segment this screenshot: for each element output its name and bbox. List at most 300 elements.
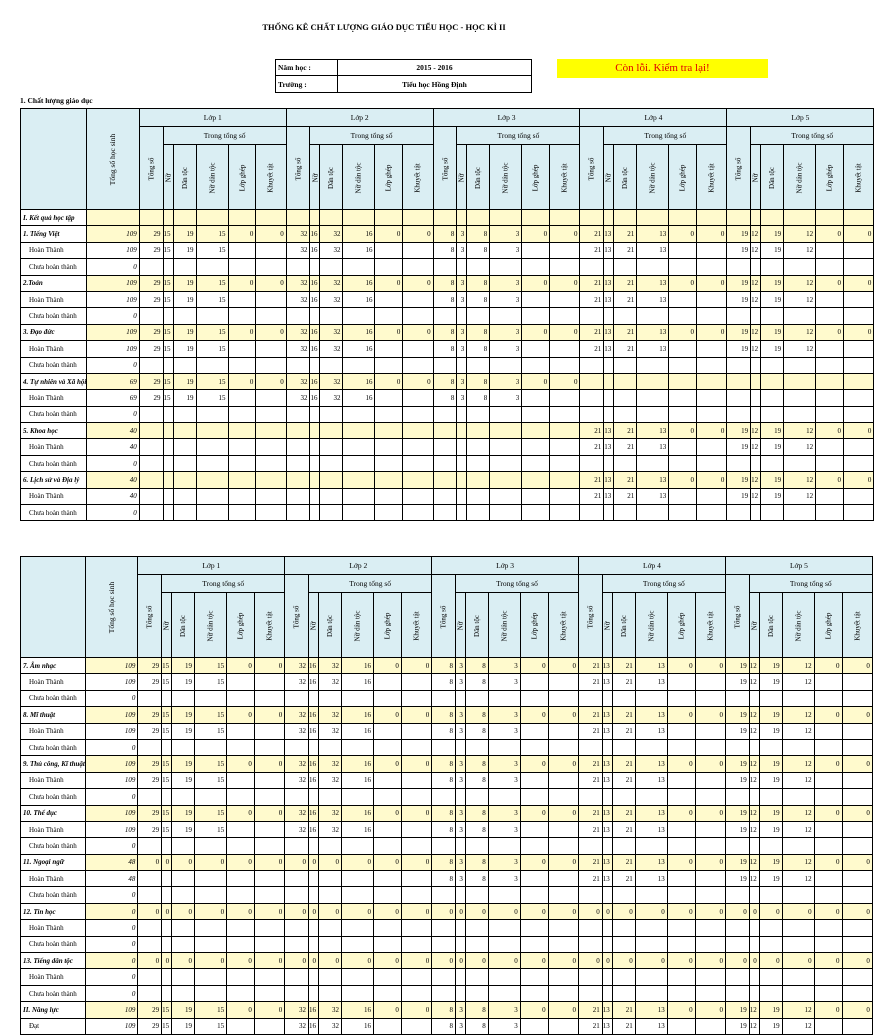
data-cell[interactable] (602, 920, 612, 936)
data-cell[interactable] (842, 690, 872, 706)
data-cell[interactable]: 0 (227, 1002, 255, 1018)
data-cell[interactable] (550, 291, 580, 307)
data-cell[interactable] (375, 406, 403, 422)
data-cell[interactable] (173, 406, 196, 422)
data-cell[interactable]: 15 (163, 275, 173, 291)
data-cell[interactable] (612, 887, 635, 903)
data-cell[interactable]: 8 (432, 805, 456, 821)
data-cell[interactable] (751, 210, 761, 226)
row-total[interactable]: 109 (85, 805, 137, 821)
data-cell[interactable] (550, 423, 580, 439)
data-cell[interactable]: 12 (751, 226, 761, 242)
data-cell[interactable]: 19 (759, 871, 782, 887)
data-cell[interactable] (490, 423, 522, 439)
data-cell[interactable]: 0 (548, 805, 578, 821)
data-cell[interactable] (163, 308, 173, 324)
data-cell[interactable] (784, 505, 816, 521)
data-cell[interactable]: 21 (612, 674, 635, 690)
data-cell[interactable] (695, 690, 725, 706)
data-cell[interactable]: 8 (432, 674, 456, 690)
data-cell[interactable]: 0 (816, 275, 844, 291)
data-cell[interactable] (343, 472, 375, 488)
data-cell[interactable] (138, 887, 162, 903)
data-cell[interactable]: 0 (520, 854, 548, 870)
data-cell[interactable] (669, 505, 697, 521)
data-cell[interactable] (550, 472, 580, 488)
row-total[interactable]: 109 (85, 707, 137, 723)
data-cell[interactable] (602, 789, 612, 805)
data-cell[interactable]: 12 (784, 226, 816, 242)
data-cell[interactable]: 16 (309, 772, 319, 788)
data-cell[interactable] (695, 920, 725, 936)
data-cell[interactable] (341, 690, 373, 706)
data-cell[interactable]: 19 (727, 242, 751, 258)
data-cell[interactable]: 13 (602, 1018, 612, 1034)
data-cell[interactable] (814, 739, 842, 755)
data-cell[interactable] (667, 936, 695, 952)
data-cell[interactable]: 0 (725, 903, 749, 919)
data-cell[interactable] (522, 242, 550, 258)
data-cell[interactable] (467, 439, 490, 455)
data-cell[interactable] (843, 488, 873, 504)
data-cell[interactable] (490, 488, 522, 504)
data-cell[interactable]: 15 (195, 707, 227, 723)
data-cell[interactable] (375, 488, 403, 504)
data-cell[interactable] (256, 357, 286, 373)
data-cell[interactable] (319, 871, 342, 887)
data-cell[interactable]: 0 (375, 275, 403, 291)
data-cell[interactable] (432, 936, 456, 952)
data-cell[interactable]: 8 (467, 226, 490, 242)
data-cell[interactable] (254, 887, 284, 903)
data-cell[interactable] (782, 789, 814, 805)
data-cell[interactable] (228, 291, 256, 307)
data-cell[interactable]: 19 (725, 1018, 749, 1034)
data-cell[interactable] (403, 308, 433, 324)
data-cell[interactable]: 12 (749, 1002, 759, 1018)
data-cell[interactable] (309, 887, 319, 903)
data-cell[interactable] (457, 308, 467, 324)
data-cell[interactable]: 0 (843, 472, 873, 488)
data-cell[interactable] (667, 789, 695, 805)
data-cell[interactable] (455, 920, 465, 936)
row-total[interactable]: 0 (85, 936, 137, 952)
data-cell[interactable]: 12 (749, 854, 759, 870)
data-cell[interactable]: 19 (173, 373, 196, 389)
data-cell[interactable]: 13 (635, 772, 667, 788)
data-cell[interactable]: 0 (842, 707, 872, 723)
data-cell[interactable] (401, 936, 431, 952)
data-cell[interactable]: 0 (520, 756, 548, 772)
data-cell[interactable] (374, 772, 402, 788)
data-cell[interactable]: 0 (550, 324, 580, 340)
data-cell[interactable] (139, 406, 163, 422)
data-cell[interactable] (173, 259, 196, 275)
data-cell[interactable] (162, 969, 172, 985)
data-cell[interactable] (401, 739, 431, 755)
data-cell[interactable]: 16 (310, 242, 320, 258)
data-cell[interactable] (548, 969, 578, 985)
data-cell[interactable]: 0 (695, 707, 725, 723)
data-cell[interactable] (374, 739, 402, 755)
data-cell[interactable]: 0 (667, 1002, 695, 1018)
data-cell[interactable] (139, 210, 163, 226)
data-cell[interactable] (550, 406, 580, 422)
data-cell[interactable] (254, 821, 284, 837)
data-cell[interactable]: 0 (814, 903, 842, 919)
data-cell[interactable]: 0 (455, 903, 465, 919)
data-cell[interactable]: 32 (319, 772, 342, 788)
data-cell[interactable] (319, 985, 342, 1001)
data-cell[interactable]: 29 (138, 1002, 162, 1018)
data-cell[interactable] (522, 357, 550, 373)
data-cell[interactable] (254, 985, 284, 1001)
data-cell[interactable]: 16 (341, 805, 373, 821)
data-cell[interactable]: 19 (172, 756, 195, 772)
data-cell[interactable]: 21 (580, 439, 604, 455)
data-cell[interactable] (635, 739, 667, 755)
data-cell[interactable] (751, 406, 761, 422)
data-cell[interactable] (320, 259, 343, 275)
data-cell[interactable] (816, 242, 844, 258)
data-cell[interactable]: 3 (457, 275, 467, 291)
data-cell[interactable]: 0 (341, 854, 373, 870)
data-cell[interactable] (401, 969, 431, 985)
data-cell[interactable] (465, 690, 488, 706)
data-cell[interactable] (814, 1018, 842, 1034)
data-cell[interactable] (522, 341, 550, 357)
data-cell[interactable] (320, 505, 343, 521)
data-cell[interactable]: 12 (782, 805, 814, 821)
data-cell[interactable]: 12 (784, 439, 816, 455)
data-cell[interactable] (669, 259, 697, 275)
data-cell[interactable] (548, 1018, 578, 1034)
data-cell[interactable]: 19 (727, 472, 751, 488)
data-cell[interactable] (604, 357, 614, 373)
data-cell[interactable] (761, 259, 784, 275)
data-cell[interactable]: 19 (725, 723, 749, 739)
data-cell[interactable] (816, 373, 844, 389)
data-cell[interactable] (695, 887, 725, 903)
data-cell[interactable] (172, 920, 195, 936)
data-cell[interactable]: 32 (319, 756, 342, 772)
data-cell[interactable] (816, 259, 844, 275)
data-cell[interactable] (843, 373, 873, 389)
data-cell[interactable] (579, 985, 603, 1001)
data-cell[interactable]: 0 (667, 707, 695, 723)
data-cell[interactable]: 0 (669, 423, 697, 439)
data-cell[interactable]: 12 (749, 707, 759, 723)
data-cell[interactable] (467, 406, 490, 422)
data-cell[interactable]: 3 (455, 854, 465, 870)
data-cell[interactable] (374, 821, 402, 837)
data-cell[interactable]: 0 (254, 658, 284, 674)
data-cell[interactable]: 13 (635, 821, 667, 837)
data-cell[interactable] (374, 871, 402, 887)
data-cell[interactable] (319, 690, 342, 706)
data-cell[interactable]: 13 (635, 854, 667, 870)
data-cell[interactable]: 8 (467, 341, 490, 357)
row-total[interactable]: 0 (85, 887, 137, 903)
data-cell[interactable]: 21 (614, 275, 637, 291)
data-cell[interactable]: 32 (285, 707, 309, 723)
data-cell[interactable]: 0 (520, 903, 548, 919)
data-cell[interactable]: 0 (465, 953, 488, 969)
data-cell[interactable] (162, 690, 172, 706)
row-total[interactable]: 109 (85, 756, 137, 772)
row-total[interactable]: 48 (85, 854, 137, 870)
data-cell[interactable]: 19 (725, 707, 749, 723)
data-cell[interactable] (695, 838, 725, 854)
data-cell[interactable]: 0 (195, 953, 227, 969)
data-cell[interactable] (842, 887, 872, 903)
data-cell[interactable]: 15 (162, 707, 172, 723)
data-cell[interactable]: 21 (580, 488, 604, 504)
row-total[interactable]: 0 (85, 969, 137, 985)
data-cell[interactable]: 8 (465, 1018, 488, 1034)
data-cell[interactable]: 32 (319, 658, 342, 674)
data-cell[interactable] (309, 969, 319, 985)
data-cell[interactable] (761, 308, 784, 324)
data-cell[interactable]: 21 (614, 324, 637, 340)
data-cell[interactable] (227, 690, 255, 706)
data-cell[interactable] (695, 1018, 725, 1034)
data-cell[interactable] (843, 455, 873, 471)
data-cell[interactable] (602, 739, 612, 755)
data-cell[interactable]: 0 (520, 707, 548, 723)
data-cell[interactable] (842, 871, 872, 887)
data-cell[interactable] (310, 423, 320, 439)
data-cell[interactable] (285, 838, 309, 854)
data-cell[interactable]: 8 (465, 1002, 488, 1018)
data-cell[interactable]: 12 (784, 275, 816, 291)
data-cell[interactable]: 13 (635, 756, 667, 772)
data-cell[interactable] (635, 969, 667, 985)
data-cell[interactable]: 16 (310, 390, 320, 406)
data-cell[interactable]: 8 (467, 275, 490, 291)
row-total[interactable]: 109 (87, 341, 139, 357)
data-cell[interactable]: 0 (403, 373, 433, 389)
data-cell[interactable] (256, 390, 286, 406)
data-cell[interactable] (695, 936, 725, 952)
data-cell[interactable]: 16 (310, 275, 320, 291)
data-cell[interactable] (432, 739, 456, 755)
data-cell[interactable] (254, 789, 284, 805)
data-cell[interactable] (433, 472, 457, 488)
data-cell[interactable]: 13 (637, 423, 669, 439)
data-cell[interactable] (614, 373, 637, 389)
data-cell[interactable] (520, 1018, 548, 1034)
data-cell[interactable] (612, 969, 635, 985)
data-cell[interactable] (522, 406, 550, 422)
data-cell[interactable] (550, 210, 580, 226)
data-cell[interactable] (403, 505, 433, 521)
data-cell[interactable]: 13 (635, 1018, 667, 1034)
data-cell[interactable] (375, 455, 403, 471)
data-cell[interactable]: 8 (432, 723, 456, 739)
data-cell[interactable] (579, 887, 603, 903)
data-cell[interactable]: 12 (782, 756, 814, 772)
data-cell[interactable]: 0 (548, 658, 578, 674)
data-cell[interactable] (401, 723, 431, 739)
data-cell[interactable] (310, 210, 320, 226)
data-cell[interactable]: 3 (488, 707, 520, 723)
data-cell[interactable] (816, 488, 844, 504)
data-cell[interactable]: 0 (401, 658, 431, 674)
data-cell[interactable]: 0 (842, 756, 872, 772)
data-cell[interactable]: 19 (727, 324, 751, 340)
data-cell[interactable] (163, 423, 173, 439)
data-cell[interactable] (374, 1018, 402, 1034)
data-cell[interactable] (374, 920, 402, 936)
data-cell[interactable] (228, 390, 256, 406)
data-cell[interactable]: 0 (341, 953, 373, 969)
data-cell[interactable] (782, 690, 814, 706)
data-cell[interactable]: 0 (667, 854, 695, 870)
data-cell[interactable] (550, 242, 580, 258)
data-cell[interactable]: 0 (227, 903, 255, 919)
data-cell[interactable]: 19 (725, 756, 749, 772)
data-cell[interactable]: 0 (695, 1002, 725, 1018)
data-cell[interactable]: 0 (195, 854, 227, 870)
data-cell[interactable] (669, 341, 697, 357)
data-cell[interactable] (520, 936, 548, 952)
data-cell[interactable]: 32 (320, 324, 343, 340)
data-cell[interactable] (455, 887, 465, 903)
data-cell[interactable]: 3 (488, 674, 520, 690)
data-cell[interactable]: 16 (310, 373, 320, 389)
data-cell[interactable] (635, 985, 667, 1001)
data-cell[interactable] (195, 871, 227, 887)
data-cell[interactable]: 16 (309, 723, 319, 739)
data-cell[interactable]: 19 (173, 242, 196, 258)
data-cell[interactable] (285, 690, 309, 706)
data-cell[interactable] (520, 887, 548, 903)
data-cell[interactable]: 19 (725, 658, 749, 674)
data-cell[interactable] (520, 674, 548, 690)
data-cell[interactable]: 3 (488, 658, 520, 674)
data-cell[interactable]: 8 (465, 821, 488, 837)
data-cell[interactable] (759, 920, 782, 936)
data-cell[interactable] (520, 739, 548, 755)
data-cell[interactable] (343, 488, 375, 504)
data-cell[interactable]: 29 (138, 821, 162, 837)
data-cell[interactable] (814, 936, 842, 952)
data-cell[interactable]: 0 (842, 903, 872, 919)
data-cell[interactable] (727, 259, 751, 275)
row-total[interactable]: 0 (87, 357, 139, 373)
row-total[interactable]: 0 (85, 903, 137, 919)
data-cell[interactable]: 19 (761, 488, 784, 504)
data-cell[interactable] (579, 969, 603, 985)
data-cell[interactable] (667, 723, 695, 739)
data-cell[interactable]: 0 (842, 805, 872, 821)
data-cell[interactable]: 13 (604, 291, 614, 307)
data-cell[interactable]: 0 (667, 903, 695, 919)
data-cell[interactable] (761, 357, 784, 373)
data-cell[interactable] (341, 936, 373, 952)
data-cell[interactable]: 3 (488, 1002, 520, 1018)
data-cell[interactable]: 8 (432, 707, 456, 723)
data-cell[interactable] (816, 308, 844, 324)
data-cell[interactable]: 0 (403, 324, 433, 340)
data-cell[interactable] (614, 455, 637, 471)
data-cell[interactable]: 0 (228, 226, 256, 242)
data-cell[interactable] (341, 789, 373, 805)
data-cell[interactable] (254, 838, 284, 854)
data-cell[interactable] (341, 985, 373, 1001)
data-cell[interactable]: 21 (579, 772, 603, 788)
data-cell[interactable] (467, 505, 490, 521)
data-cell[interactable] (403, 455, 433, 471)
data-cell[interactable] (138, 871, 162, 887)
data-cell[interactable] (138, 969, 162, 985)
data-cell[interactable]: 16 (341, 821, 373, 837)
data-cell[interactable]: 8 (467, 390, 490, 406)
data-cell[interactable]: 13 (602, 756, 612, 772)
data-cell[interactable]: 32 (285, 772, 309, 788)
data-cell[interactable]: 15 (163, 226, 173, 242)
data-cell[interactable]: 0 (309, 903, 319, 919)
data-cell[interactable] (667, 739, 695, 755)
data-cell[interactable] (401, 690, 431, 706)
data-cell[interactable] (522, 439, 550, 455)
data-cell[interactable]: 0 (749, 953, 759, 969)
data-cell[interactable]: 3 (455, 707, 465, 723)
data-cell[interactable]: 13 (604, 423, 614, 439)
data-cell[interactable] (579, 936, 603, 952)
data-cell[interactable]: 12 (751, 242, 761, 258)
row-total[interactable]: 0 (85, 838, 137, 854)
data-cell[interactable]: 0 (374, 756, 402, 772)
data-cell[interactable] (162, 985, 172, 1001)
data-cell[interactable]: 0 (374, 707, 402, 723)
data-cell[interactable] (467, 472, 490, 488)
data-cell[interactable] (697, 308, 727, 324)
data-cell[interactable]: 3 (488, 821, 520, 837)
data-cell[interactable]: 3 (455, 772, 465, 788)
data-cell[interactable] (612, 739, 635, 755)
data-cell[interactable] (285, 739, 309, 755)
data-cell[interactable]: 21 (579, 805, 603, 821)
data-cell[interactable] (343, 210, 375, 226)
data-cell[interactable] (320, 455, 343, 471)
data-cell[interactable]: 8 (432, 871, 456, 887)
data-cell[interactable] (759, 690, 782, 706)
data-cell[interactable] (548, 723, 578, 739)
data-cell[interactable] (580, 406, 604, 422)
data-cell[interactable]: 0 (432, 953, 456, 969)
data-cell[interactable] (319, 920, 342, 936)
row-total[interactable]: 0 (85, 789, 137, 805)
data-cell[interactable]: 0 (309, 953, 319, 969)
data-cell[interactable] (697, 242, 727, 258)
data-cell[interactable] (759, 969, 782, 985)
data-cell[interactable] (550, 341, 580, 357)
data-cell[interactable]: 12 (749, 821, 759, 837)
data-cell[interactable]: 21 (614, 291, 637, 307)
data-cell[interactable] (256, 505, 286, 521)
data-cell[interactable] (814, 674, 842, 690)
data-cell[interactable] (667, 969, 695, 985)
data-cell[interactable] (285, 920, 309, 936)
data-cell[interactable] (433, 406, 457, 422)
data-cell[interactable]: 16 (309, 756, 319, 772)
data-cell[interactable] (256, 210, 286, 226)
data-cell[interactable] (604, 390, 614, 406)
data-cell[interactable] (488, 936, 520, 952)
data-cell[interactable]: 3 (455, 1002, 465, 1018)
